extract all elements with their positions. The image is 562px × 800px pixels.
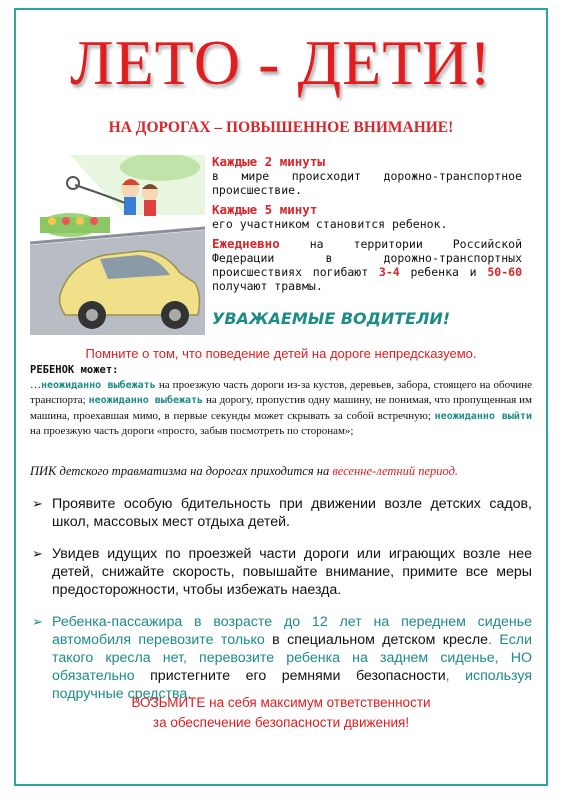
child-text: на проезжую часть дороги из-за кустов, деревьев, забора, стоящего на обочине транспорта; — [30, 378, 533, 406]
child-term: неожиданно выйти — [434, 410, 532, 422]
peak-statement — [30, 464, 532, 479]
advice-text: . Если такого кресла нет, перевозите ребенка на заднем сиденье, НО обязательно — [52, 632, 533, 684]
closing-line: ВОЗЬМИТЕ на себя максимум ответственности — [131, 695, 431, 710]
stat-text: в мире происходит дорожно-транспортное происшествие. — [212, 169, 522, 197]
advice-text: , используя подручные средства. — [52, 668, 533, 702]
stat-text: на территории Российской Федерации в дорожно-транспортных происшествиях погибают — [212, 237, 522, 279]
drivers-heading: УВАЖАЕМЫЕ ВОДИТЕЛИ! — [212, 309, 451, 328]
peak-text: ПИК детского травматизма на дорогах приходится на — [30, 464, 333, 478]
closing-appeal — [0, 693, 562, 733]
page-title: ЛЕТО - ДЕТИ! — [70, 27, 492, 98]
stat-text: получают травмы. — [212, 279, 323, 293]
car-children-illustration — [30, 155, 205, 335]
advice-list — [30, 495, 532, 717]
stat-number: 50-60 — [487, 265, 522, 279]
arrow-bullet-icon: ➢ — [32, 496, 43, 511]
closing-line: за обеспечение безопасности движения! — [152, 715, 410, 730]
stat-daily — [212, 237, 522, 293]
child-term: неожиданно выбежать — [41, 379, 156, 391]
stat-text: его участником становится ребенок. — [212, 217, 448, 231]
child-lead: … — [30, 378, 41, 391]
advice-item — [30, 495, 532, 531]
child-text: на дорогу, пропустив одну машину, не понимая, что пропущенная им машина, проехавшая мимо, в первые секунды может скрывать за собой встречную; — [30, 394, 533, 422]
advice-item — [30, 613, 532, 703]
advice-highlight: в специальном детском кресле — [272, 632, 489, 648]
child-term: неожиданно выбежать — [88, 395, 204, 406]
page-subtitle: НА ДОРОГАХ – ПОВЫШЕННОЕ ВНИМАНИЕ! — [108, 119, 454, 136]
advice-highlight: пристегните его ремнями безопасности — [150, 668, 446, 684]
advice-text: Ребенка-пассажира в возрасте до 12 лет на переднем сиденье автомобиля перевозите только — [52, 614, 532, 648]
child-behavior-block — [30, 363, 532, 439]
advice-item — [30, 545, 532, 599]
advice-text: Увидев идущих по проезжей части дороги или играющих возле нее детей, снижайте скорость, повышайте внимание, примите все меры предосторожности, чтобы избежать наезда. — [52, 546, 532, 598]
peak-highlight: весенне-летний период. — [332, 464, 459, 478]
child-text: на проезжую часть дороги «просто, забыв посмотреть по сторонам»; — [30, 425, 354, 437]
stat-every-5-minutes — [212, 203, 522, 231]
stat-head: Каждые 2 минуты — [212, 154, 325, 169]
advice-text: Проявите особую бдительность при движении возле детских садов, школ, массовых мест отдыха детей. — [52, 496, 532, 530]
statistics-block — [212, 155, 522, 299]
remember-notice: Помните о том, что поведение детей на дороге непредсказуемо. — [85, 346, 477, 361]
arrow-bullet-icon: ➢ — [32, 614, 43, 629]
child-header: РЕБЕНОК может: — [30, 364, 119, 376]
stat-head: Ежедневно — [212, 236, 280, 251]
stat-text: ребенка и — [399, 265, 488, 279]
stat-head: Каждые 5 минут — [212, 202, 318, 217]
stat-every-2-minutes — [212, 155, 522, 197]
arrow-bullet-icon: ➢ — [32, 546, 43, 561]
stat-number: 3-4 — [378, 265, 400, 279]
